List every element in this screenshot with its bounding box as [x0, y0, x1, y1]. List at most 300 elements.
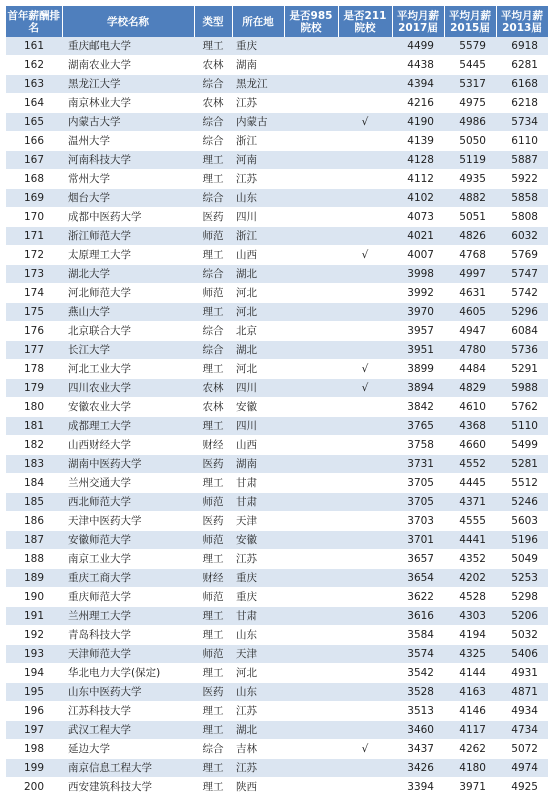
- cell-school-name: 安徽师范大学: [62, 531, 194, 550]
- cell-211: [338, 132, 392, 151]
- cell-salary-2017: 3894: [392, 379, 444, 398]
- cell-rank: 171: [6, 227, 62, 246]
- cell-rank: 162: [6, 56, 62, 75]
- cell-salary-2015: 4325: [444, 645, 496, 664]
- cell-salary-2017: 3584: [392, 626, 444, 645]
- cell-salary-2013: 5512: [496, 474, 548, 493]
- cell-location: 吉林: [232, 740, 284, 759]
- cell-school-name: 常州大学: [62, 170, 194, 189]
- cell-985: [284, 379, 338, 398]
- cell-salary-2017: 3951: [392, 341, 444, 360]
- cell-salary-2015: 4610: [444, 398, 496, 417]
- cell-211: [338, 436, 392, 455]
- cell-salary-2017: 4139: [392, 132, 444, 151]
- cell-salary-2015: 4528: [444, 588, 496, 607]
- cell-985: [284, 664, 338, 683]
- cell-location: 四川: [232, 417, 284, 436]
- cell-school-name: 天津中医药大学: [62, 512, 194, 531]
- cell-location: 浙江: [232, 132, 284, 151]
- table-row: [6, 265, 548, 284]
- cell-location: 河南: [232, 151, 284, 170]
- cell-school-name: 湖北大学: [62, 265, 194, 284]
- cell-985: [284, 246, 338, 265]
- cell-211: [338, 550, 392, 569]
- cell-985: [284, 37, 338, 56]
- cell-location: 江苏: [232, 170, 284, 189]
- cell-salary-2015: 5119: [444, 151, 496, 170]
- cell-location: 甘肃: [232, 607, 284, 626]
- cell-salary-2015: 4975: [444, 94, 496, 113]
- cell-rank: 200: [6, 778, 62, 797]
- cell-school-name: 长江大学: [62, 341, 194, 360]
- cell-salary-2015: 5051: [444, 208, 496, 227]
- cell-school-name: 山东中医药大学: [62, 683, 194, 702]
- cell-salary-2015: 5050: [444, 132, 496, 151]
- cell-rank: 183: [6, 455, 62, 474]
- cell-school-name: 北京联合大学: [62, 322, 194, 341]
- cell-type: 理工: [194, 607, 232, 626]
- cell-location: 安徽: [232, 531, 284, 550]
- cell-school-name: 太原理工大学: [62, 246, 194, 265]
- cell-211: √: [338, 360, 392, 379]
- table-row: [6, 664, 548, 683]
- cell-type: 师范: [194, 227, 232, 246]
- cell-salary-2017: 4102: [392, 189, 444, 208]
- cell-211: [338, 778, 392, 797]
- cell-rank: 190: [6, 588, 62, 607]
- cell-type: 理工: [194, 170, 232, 189]
- cell-rank: 181: [6, 417, 62, 436]
- cell-salary-2015: 4935: [444, 170, 496, 189]
- cell-rank: 198: [6, 740, 62, 759]
- cell-rank: 173: [6, 265, 62, 284]
- cell-type: 理工: [194, 778, 232, 797]
- cell-school-name: 南京信息工程大学: [62, 759, 194, 778]
- cell-rank: 194: [6, 664, 62, 683]
- cell-211: [338, 322, 392, 341]
- cell-salary-2015: 4768: [444, 246, 496, 265]
- table-row: [6, 721, 548, 740]
- table-row: [6, 132, 548, 151]
- cell-salary-2017: 4190: [392, 113, 444, 132]
- cell-salary-2017: 4499: [392, 37, 444, 56]
- cell-salary-2013: 5808: [496, 208, 548, 227]
- cell-type: 农林: [194, 398, 232, 417]
- cell-rank: 174: [6, 284, 62, 303]
- cell-type: 理工: [194, 550, 232, 569]
- cell-985: [284, 341, 338, 360]
- cell-type: 农林: [194, 56, 232, 75]
- cell-salary-2017: 3542: [392, 664, 444, 683]
- cell-salary-2017: 4216: [392, 94, 444, 113]
- cell-rank: 172: [6, 246, 62, 265]
- cell-salary-2017: 4394: [392, 75, 444, 94]
- cell-salary-2015: 4826: [444, 227, 496, 246]
- cell-rank: 167: [6, 151, 62, 170]
- header-salary-2017: 平均月薪2017届: [392, 6, 444, 37]
- cell-type: 师范: [194, 493, 232, 512]
- cell-salary-2013: 5281: [496, 455, 548, 474]
- cell-985: [284, 75, 338, 94]
- cell-type: 农林: [194, 94, 232, 113]
- cell-985: [284, 759, 338, 778]
- cell-salary-2017: 3513: [392, 702, 444, 721]
- cell-211: [338, 645, 392, 664]
- cell-school-name: 河南科技大学: [62, 151, 194, 170]
- cell-type: 理工: [194, 151, 232, 170]
- cell-985: [284, 588, 338, 607]
- cell-school-name: 南京工业大学: [62, 550, 194, 569]
- cell-type: 理工: [194, 664, 232, 683]
- cell-type: 农林: [194, 379, 232, 398]
- cell-salary-2015: 5317: [444, 75, 496, 94]
- cell-salary-2017: 4007: [392, 246, 444, 265]
- cell-salary-2017: 3437: [392, 740, 444, 759]
- cell-type: 理工: [194, 474, 232, 493]
- cell-salary-2013: 5298: [496, 588, 548, 607]
- cell-type: 医药: [194, 208, 232, 227]
- cell-salary-2015: 4352: [444, 550, 496, 569]
- cell-school-name: 重庆邮电大学: [62, 37, 194, 56]
- cell-type: 医药: [194, 512, 232, 531]
- cell-salary-2017: 3616: [392, 607, 444, 626]
- cell-salary-2015: 4368: [444, 417, 496, 436]
- cell-rank: 165: [6, 113, 62, 132]
- cell-type: 医药: [194, 455, 232, 474]
- cell-location: 湖北: [232, 341, 284, 360]
- cell-rank: 178: [6, 360, 62, 379]
- cell-location: 山东: [232, 189, 284, 208]
- header-985: 是否985院校: [284, 6, 338, 37]
- cell-salary-2013: 6032: [496, 227, 548, 246]
- cell-school-name: 内蒙古大学: [62, 113, 194, 132]
- cell-rank: 191: [6, 607, 62, 626]
- cell-211: [338, 170, 392, 189]
- cell-rank: 168: [6, 170, 62, 189]
- table-row: [6, 683, 548, 702]
- table-row: [6, 113, 548, 132]
- cell-type: 理工: [194, 303, 232, 322]
- table-row: [6, 246, 548, 265]
- cell-location: 山东: [232, 626, 284, 645]
- cell-985: [284, 474, 338, 493]
- cell-location: 重庆: [232, 37, 284, 56]
- table-row: [6, 303, 548, 322]
- header-location: 所在地: [232, 6, 284, 37]
- cell-location: 黑龙江: [232, 75, 284, 94]
- cell-rank: 180: [6, 398, 62, 417]
- cell-salary-2017: 3705: [392, 474, 444, 493]
- cell-985: [284, 113, 338, 132]
- cell-salary-2013: 5110: [496, 417, 548, 436]
- cell-salary-2015: 4997: [444, 265, 496, 284]
- cell-rank: 184: [6, 474, 62, 493]
- cell-rank: 193: [6, 645, 62, 664]
- cell-985: [284, 360, 338, 379]
- cell-salary-2017: 3654: [392, 569, 444, 588]
- cell-985: [284, 778, 338, 797]
- table-row: [6, 531, 548, 550]
- cell-rank: 182: [6, 436, 62, 455]
- table-row: [6, 208, 548, 227]
- header-name: 学校名称: [62, 6, 194, 37]
- cell-location: 江苏: [232, 94, 284, 113]
- cell-985: [284, 626, 338, 645]
- cell-211: [338, 493, 392, 512]
- cell-salary-2015: 4163: [444, 683, 496, 702]
- cell-985: [284, 721, 338, 740]
- cell-salary-2015: 4194: [444, 626, 496, 645]
- table-row: [6, 626, 548, 645]
- cell-211: [338, 531, 392, 550]
- cell-985: [284, 132, 338, 151]
- cell-school-name: 成都中医药大学: [62, 208, 194, 227]
- cell-211: [338, 455, 392, 474]
- cell-type: 师范: [194, 284, 232, 303]
- cell-school-name: 山西财经大学: [62, 436, 194, 455]
- cell-salary-2013: 4934: [496, 702, 548, 721]
- header-211: 是否211院校: [338, 6, 392, 37]
- table-row: [6, 588, 548, 607]
- cell-salary-2017: 3574: [392, 645, 444, 664]
- cell-salary-2015: 4144: [444, 664, 496, 683]
- cell-type: 理工: [194, 360, 232, 379]
- table-row: [6, 341, 548, 360]
- cell-location: 江苏: [232, 550, 284, 569]
- cell-rank: 188: [6, 550, 62, 569]
- cell-location: 安徽: [232, 398, 284, 417]
- cell-rank: 199: [6, 759, 62, 778]
- table-row: [6, 170, 548, 189]
- cell-school-name: 烟台大学: [62, 189, 194, 208]
- cell-salary-2015: 4780: [444, 341, 496, 360]
- cell-salary-2017: 3899: [392, 360, 444, 379]
- cell-school-name: 青岛科技大学: [62, 626, 194, 645]
- cell-rank: 186: [6, 512, 62, 531]
- cell-rank: 197: [6, 721, 62, 740]
- cell-salary-2013: 6084: [496, 322, 548, 341]
- cell-rank: 175: [6, 303, 62, 322]
- cell-211: [338, 417, 392, 436]
- table-row: [6, 75, 548, 94]
- cell-type: 理工: [194, 626, 232, 645]
- cell-salary-2017: 3842: [392, 398, 444, 417]
- cell-salary-2013: 6281: [496, 56, 548, 75]
- cell-type: 财经: [194, 436, 232, 455]
- cell-salary-2013: 5887: [496, 151, 548, 170]
- table-row: [6, 417, 548, 436]
- cell-rank: 166: [6, 132, 62, 151]
- cell-211: [338, 56, 392, 75]
- cell-type: 综合: [194, 132, 232, 151]
- cell-type: 综合: [194, 113, 232, 132]
- cell-211: [338, 75, 392, 94]
- cell-type: 综合: [194, 322, 232, 341]
- cell-type: 综合: [194, 189, 232, 208]
- cell-location: 北京: [232, 322, 284, 341]
- cell-salary-2015: 4882: [444, 189, 496, 208]
- cell-salary-2015: 4660: [444, 436, 496, 455]
- cell-salary-2013: 4925: [496, 778, 548, 797]
- cell-211: [338, 94, 392, 113]
- cell-type: 师范: [194, 645, 232, 664]
- cell-salary-2013: 5603: [496, 512, 548, 531]
- cell-salary-2015: 4445: [444, 474, 496, 493]
- cell-211: [338, 151, 392, 170]
- cell-211: √: [338, 246, 392, 265]
- header-salary-2015: 平均月薪2015届: [444, 6, 496, 37]
- cell-school-name: 温州大学: [62, 132, 194, 151]
- cell-location: 河北: [232, 284, 284, 303]
- cell-salary-2015: 4947: [444, 322, 496, 341]
- cell-salary-2013: 5291: [496, 360, 548, 379]
- cell-211: [338, 265, 392, 284]
- cell-salary-2013: 5762: [496, 398, 548, 417]
- cell-salary-2017: 3731: [392, 455, 444, 474]
- cell-rank: 161: [6, 37, 62, 56]
- table-row: [6, 360, 548, 379]
- cell-salary-2015: 4605: [444, 303, 496, 322]
- cell-rank: 192: [6, 626, 62, 645]
- cell-location: 湖南: [232, 56, 284, 75]
- cell-985: [284, 645, 338, 664]
- cell-salary-2013: 4931: [496, 664, 548, 683]
- cell-salary-2017: 4128: [392, 151, 444, 170]
- cell-salary-2013: 6168: [496, 75, 548, 94]
- cell-985: [284, 569, 338, 588]
- cell-rank: 176: [6, 322, 62, 341]
- table-row: [6, 322, 548, 341]
- cell-985: [284, 512, 338, 531]
- cell-985: [284, 284, 338, 303]
- cell-salary-2017: 3394: [392, 778, 444, 797]
- cell-location: 内蒙古: [232, 113, 284, 132]
- cell-rank: 185: [6, 493, 62, 512]
- cell-type: 综合: [194, 740, 232, 759]
- table-row: [6, 569, 548, 588]
- cell-location: 山西: [232, 436, 284, 455]
- table-row: [6, 94, 548, 113]
- cell-school-name: 浙江师范大学: [62, 227, 194, 246]
- cell-rank: 164: [6, 94, 62, 113]
- cell-type: 理工: [194, 37, 232, 56]
- cell-211: [338, 702, 392, 721]
- cell-211: [338, 512, 392, 531]
- cell-985: [284, 151, 338, 170]
- cell-211: √: [338, 740, 392, 759]
- cell-type: 综合: [194, 265, 232, 284]
- cell-salary-2017: 3765: [392, 417, 444, 436]
- cell-211: [338, 683, 392, 702]
- cell-salary-2017: 4073: [392, 208, 444, 227]
- cell-salary-2017: 4112: [392, 170, 444, 189]
- cell-salary-2013: 6918: [496, 37, 548, 56]
- cell-salary-2015: 4303: [444, 607, 496, 626]
- cell-location: 陕西: [232, 778, 284, 797]
- cell-salary-2017: 4021: [392, 227, 444, 246]
- cell-salary-2015: 4117: [444, 721, 496, 740]
- table-row: [6, 512, 548, 531]
- cell-location: 重庆: [232, 569, 284, 588]
- table-row: [6, 56, 548, 75]
- cell-salary-2017: 3705: [392, 493, 444, 512]
- cell-salary-2013: 4974: [496, 759, 548, 778]
- cell-985: [284, 702, 338, 721]
- cell-salary-2013: 5769: [496, 246, 548, 265]
- cell-salary-2017: 3957: [392, 322, 444, 341]
- cell-985: [284, 227, 338, 246]
- cell-school-name: 湖南中医药大学: [62, 455, 194, 474]
- cell-location: 河北: [232, 664, 284, 683]
- table-row: [6, 436, 548, 455]
- cell-salary-2013: 6110: [496, 132, 548, 151]
- cell-location: 甘肃: [232, 493, 284, 512]
- cell-rank: 187: [6, 531, 62, 550]
- cell-type: 理工: [194, 721, 232, 740]
- cell-985: [284, 531, 338, 550]
- cell-type: 理工: [194, 702, 232, 721]
- cell-school-name: 燕山大学: [62, 303, 194, 322]
- table-row: [6, 189, 548, 208]
- table-row: [6, 645, 548, 664]
- table-row: [6, 759, 548, 778]
- cell-location: 天津: [232, 645, 284, 664]
- cell-location: 湖南: [232, 455, 284, 474]
- cell-school-name: 河北工业大学: [62, 360, 194, 379]
- cell-salary-2013: 5988: [496, 379, 548, 398]
- cell-school-name: 重庆工商大学: [62, 569, 194, 588]
- cell-school-name: 西安建筑科技大学: [62, 778, 194, 797]
- cell-location: 江苏: [232, 702, 284, 721]
- cell-salary-2015: 4371: [444, 493, 496, 512]
- cell-rank: 189: [6, 569, 62, 588]
- cell-985: [284, 94, 338, 113]
- header-rank: 首年薪酬排名: [6, 6, 62, 37]
- cell-school-name: 南京林业大学: [62, 94, 194, 113]
- cell-school-name: 武汉工程大学: [62, 721, 194, 740]
- cell-salary-2017: 3992: [392, 284, 444, 303]
- cell-211: [338, 341, 392, 360]
- cell-school-name: 兰州交通大学: [62, 474, 194, 493]
- cell-salary-2013: 5253: [496, 569, 548, 588]
- table-row: [6, 151, 548, 170]
- cell-salary-2013: 5032: [496, 626, 548, 645]
- cell-salary-2015: 4146: [444, 702, 496, 721]
- cell-salary-2017: 3998: [392, 265, 444, 284]
- table-row: [6, 702, 548, 721]
- cell-salary-2013: 5196: [496, 531, 548, 550]
- cell-salary-2015: 4631: [444, 284, 496, 303]
- cell-salary-2015: 4180: [444, 759, 496, 778]
- cell-211: [338, 189, 392, 208]
- cell-type: 师范: [194, 531, 232, 550]
- table-body: [6, 37, 548, 797]
- cell-school-name: 西北师范大学: [62, 493, 194, 512]
- cell-salary-2015: 4484: [444, 360, 496, 379]
- table-row: [6, 37, 548, 56]
- cell-school-name: 黑龙江大学: [62, 75, 194, 94]
- cell-211: [338, 208, 392, 227]
- cell-985: [284, 455, 338, 474]
- cell-location: 湖北: [232, 721, 284, 740]
- header-salary-2013: 平均月薪2013届: [496, 6, 548, 37]
- cell-985: [284, 607, 338, 626]
- cell-rank: 163: [6, 75, 62, 94]
- cell-salary-2015: 4552: [444, 455, 496, 474]
- cell-location: 山东: [232, 683, 284, 702]
- cell-985: [284, 683, 338, 702]
- cell-school-name: 延边大学: [62, 740, 194, 759]
